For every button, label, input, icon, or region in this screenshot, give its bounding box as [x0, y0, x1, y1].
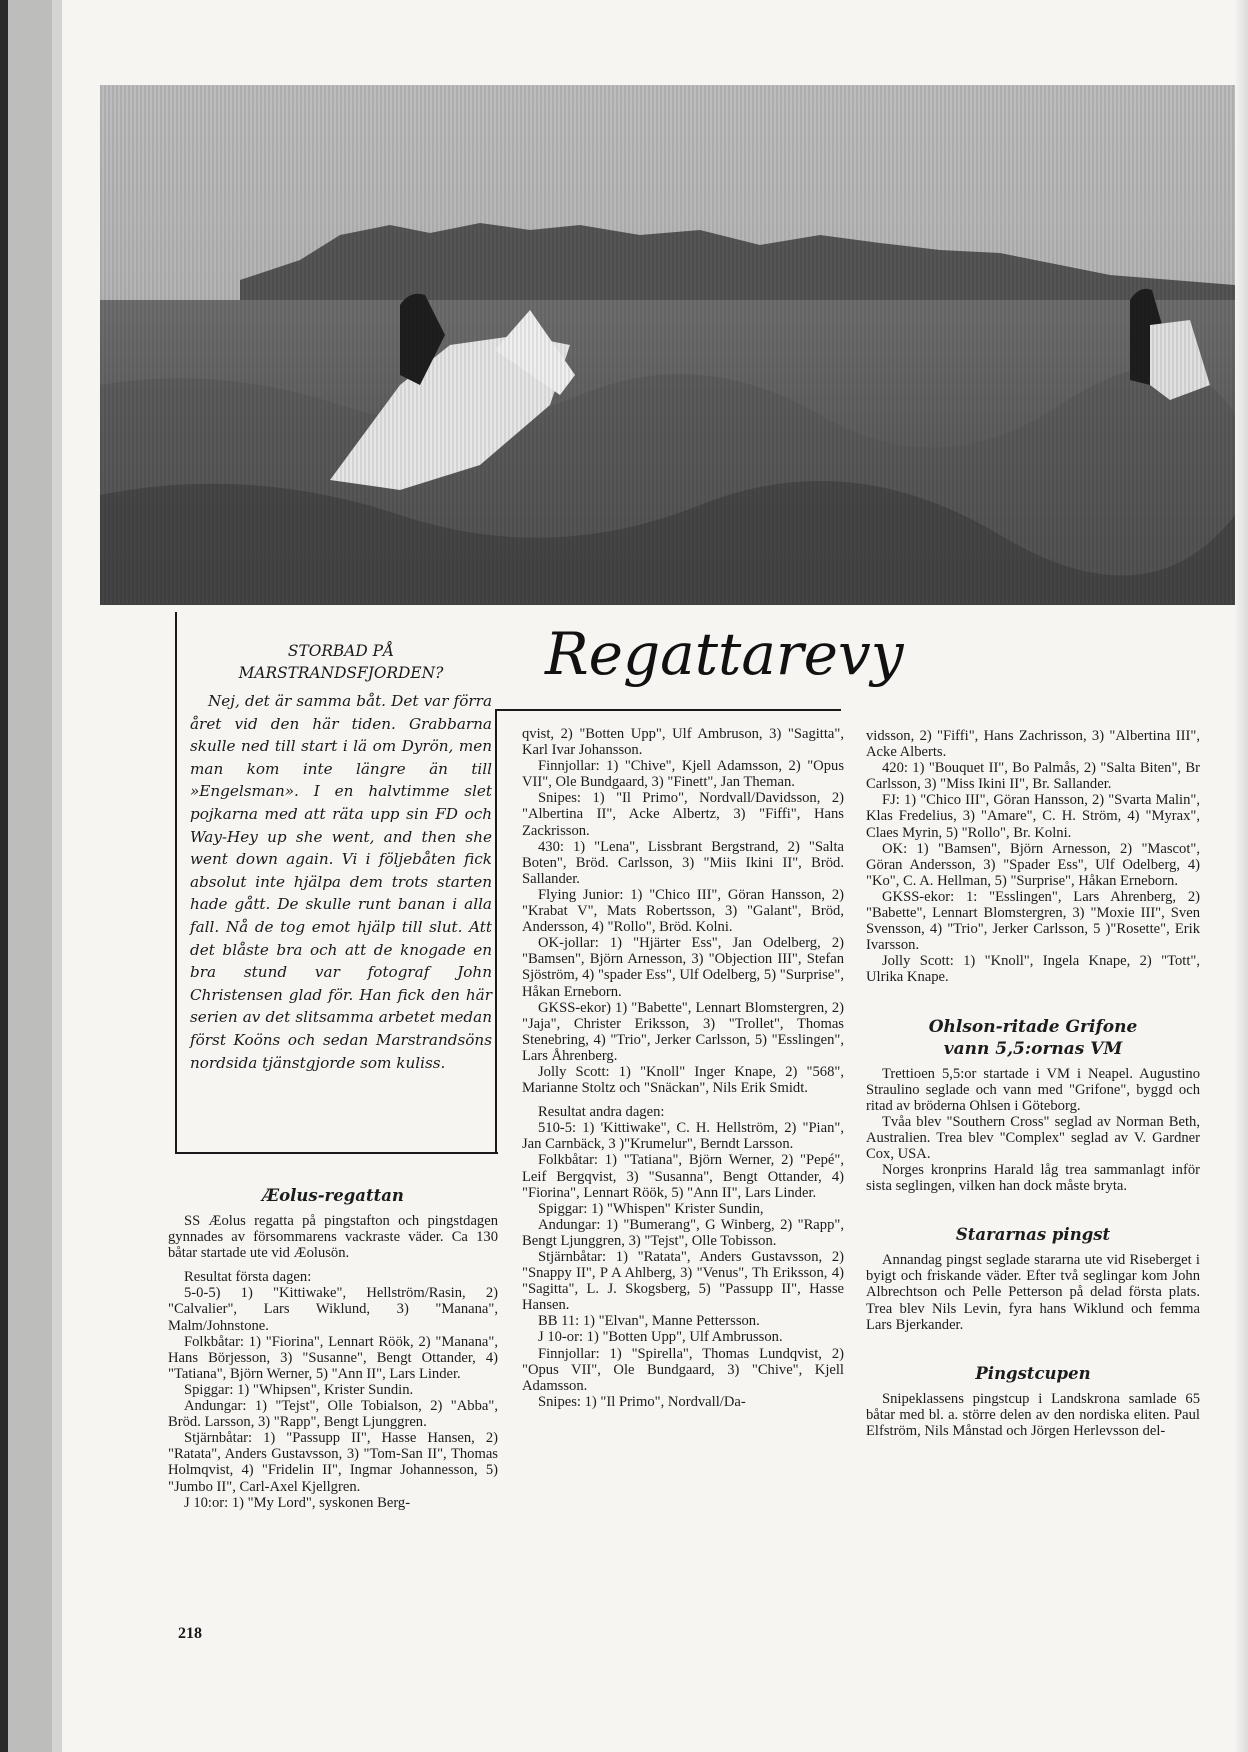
paragraph: Norges kronprins Harald låg trea sammanlagt inför sista seglingen, vilken han dock måste bryta. — [866, 1162, 1200, 1195]
caption-body: Nej, det är samma båt. Det var förra året vid den här tiden. Grabbarna skulle ned till start i lä om Dyrön, men man kom inte längre än till »Engelsman». I en halvtimme slet pojkarna med att räta upp sin FD och Way-Hey up she went, and then she went down again. Vi i följebåten fick absolut inte hjälpa dem trots starten hade gått. De skulle runt banan i alla fall. Nå de tog emot hjälp till slut. Att det blåste bra och att de knogade en bra stund var fotograf John Christensen glad för. Han fick den här serien av det slitsamma arbetet medan först Koöns och sedan Marstrandsöns nordsida tjänstgjorde som kuliss. — [190, 692, 492, 1072]
page-number: 218 — [178, 1625, 202, 1642]
results-paragraph: J 10-or: 1) "Botten Upp", Ulf Ambrusson. — [538, 1329, 783, 1346]
title-rule — [495, 709, 841, 711]
results-paragraph: Jolly Scott: 1) "Knoll" Inger Knape, 2) "568", Marianne Stoltz och "Snäckan", Nils Erik Smidt. — [522, 1063, 844, 1097]
section-heading: Æolus-regattan — [262, 1186, 404, 1205]
paragraph: Annandag pingst seglade stararna ute vid Riseberget i byigt och friskande väder. Efter två seglingar kom John Albrechtson och Pelle Petterson på delad första plats. Trea blev Nils Levin, fyra hans Wiklund och femma Lars Bjerkander. — [866, 1252, 1200, 1333]
results-paragraph: Folkbåtar: 1) "Tatiana", Björn Werner, 2) "Pepé", Leif Bergqvist, 3) "Susanna", Bengt Ottander, 4) "Fiorina", Lennart Röök, 5) "Ann II", Lars Linder. — [522, 1152, 844, 1201]
results-paragraph: Jolly Scott: 1) "Knoll", Ingela Knape, 2) "Tott", Ulrika Knape. — [866, 953, 1200, 986]
results-paragraph: FJ: 1) "Chico III", Göran Hansson, 2) "Svarta Malin", Klas Fredelius, 3) "Amare", C. H. Ström, 4) "Myrax", Claes Myrin, 5) "Rollo", Br. Kolni. — [866, 792, 1200, 841]
article-title: Regattarevy — [545, 620, 904, 688]
results-paragraph: Finnjollar: 1) "Chive", Kjell Adamsson, 2) "Opus VII", Ole Bundgaard, 3) "Finett", Jan Theman. — [522, 758, 844, 791]
paragraph: Tvåa blev "Southern Cross" seglad av Norman Beth, Australien. Trea blev "Complex" seglad av V. Gardner Cox, USA. — [866, 1113, 1200, 1162]
capsized-boat-photo — [100, 85, 1235, 605]
results-paragraph: OK-jollar: 1) "Hjärter Ess", Jan Odelberg, 2) "Bamsen", Björn Arnesson, 3) "Objection III", Stefan Sjöström, 4) "spader Ess", Ulf Odelberg, 5) "Surprise", Håkan Erneborn. — [522, 935, 844, 1000]
results-paragraph: Finnjollar: 1) "Spirella", Thomas Lundqvist, 2) "Opus VII", Ole Bundgaard, 3) "Chive", Kjell Adamsson. — [522, 1345, 844, 1394]
results-paragraph: Andungar: 1) "Tejst", Olle Tobialson, 2) "Abba", Bröd. Larsson, 3) "Rapp", Bengt Ljunggren. — [168, 1398, 498, 1431]
page-edge-shadow — [1234, 0, 1248, 1752]
book-spine — [0, 0, 8, 1752]
heading-line: Ohlson-ritade Grifone — [928, 1016, 1138, 1037]
results-paragraph: Spiggar: 1) "Whispen" Krister Sundin, — [538, 1200, 764, 1217]
results-paragraph: 430: 1) "Lena", Lissbrant Bergstrand, 2) "Salta Boten", Bröd. Carlsson, 3) "Miis Ikini II", Bröd. Sallander. — [522, 838, 844, 887]
results-paragraph: qvist, 2) "Botten Upp", Ulf Ambruson, 3) "Sagitta", Karl Ivar Johansson. — [522, 726, 844, 759]
column-2 — [522, 726, 844, 1410]
section-heading — [866, 1016, 1200, 1060]
caption-box-border — [175, 612, 177, 1154]
results-paragraph: 420: 1) "Bouquet II", Bo Palmås, 2) "Salta Biten", Br Carlsson, 3) "Miss Ikini II", Br. Sallander. — [866, 760, 1200, 793]
results-paragraph: BB 11: 1) "Elvan", Manne Pettersson. — [538, 1313, 760, 1330]
caption-title — [190, 640, 492, 684]
results-label: Resultat första dagen: — [184, 1269, 312, 1286]
caption-title-line: MARSTRANDSFJORDEN? — [238, 664, 444, 682]
section-heading: Stararnas pingst — [955, 1225, 1111, 1245]
results-paragraph: 510-5: 1) 'Kittiwake", C. H. Hellström, 2) "Pian", Jan Carnbäck, 3 )"Krumelur", Berndt Larsson. — [522, 1120, 844, 1153]
caption-title-line: STORBAD PÅ — [287, 642, 395, 660]
page-margin-inner — [52, 0, 62, 1752]
results-paragraph: OK: 1) "Bamsen", Björn Arnesson, 2) "Mascot", Göran Andersson, 3) "Spader Ess", Ulf Odelberg, 4) "Ko", C. A. Hellman, 5) "Surprise", Håkan Erneborn. — [866, 840, 1200, 889]
halftone-screen — [100, 85, 1235, 605]
page-margin — [8, 0, 52, 1752]
results-paragraph: Snipes: 1) "Il Primo", Nordvall/Da- — [538, 1393, 746, 1410]
photo-illustration — [100, 85, 1235, 605]
caption-box-border — [175, 1152, 498, 1154]
results-paragraph: Folkbåtar: 1) "Fiorina", Lennart Röök, 2) "Manana", Hans Börjesson, 3) "Susanne", Bengt Ottander, 4) "Tatiana", Björn Werner, 5) "Ann II", Lars Linder. — [168, 1333, 498, 1382]
paragraph: Trettioen 5,5:or startade i VM i Neapel. Augustino Straulino seglade och vann med "Grifone", byggd och ritad av bröderna Ohlsen i Göteborg. — [866, 1065, 1200, 1114]
results-paragraph: GKSS-ekor: 1: "Esslingen", Lars Ahrenberg, 2) "Babette", Lennart Blomstergren, 3) "Moxie III", Sven Svensson, 4) "Trio", Jerker Carlsson, 5 )"Rosette", Erik Ivarsson. — [866, 888, 1200, 954]
results-label: Resultat andra dagen: — [538, 1104, 665, 1121]
paragraph: Snipeklassens pingstcup i Landskrona samlade 65 båtar med bl. a. större delen av den nordiska eliten. Paul Elfström, Nils Månstad och Jörgen Herlevsson del- — [866, 1390, 1200, 1439]
photo-caption — [190, 640, 492, 1074]
results-paragraph: GKSS-ekor) 1) "Babette", Lennart Blomstergren, 2) "Jaja", Christer Eriksson, 3) "Trollet", Thomas Stenebring, 4) "Trio", Jerker Carlsson, 5) "Esslingen", Lars Åhrenberg. — [522, 999, 844, 1064]
results-paragraph: Spiggar: 1) "Whipsen", Krister Sundin. — [184, 1381, 414, 1398]
caption-box-border — [495, 711, 497, 1154]
heading-line: vann 5,5:ornas VM — [943, 1038, 1123, 1059]
column-3 — [866, 728, 1200, 1439]
results-paragraph: Andungar: 1) "Bumerang", G Winberg, 2) "Rapp", Bengt Ljunggren, 3) "Tejst", Olle Tobisson. — [522, 1216, 844, 1249]
results-paragraph: vidsson, 2) "Fiffi", Hans Zachrisson, 3) "Albertina III", Acke Alberts. — [866, 728, 1200, 761]
results-paragraph: Stjärnbåtar: 1) "Ratata", Anders Gustavsson, 2) "Snappy II", P A Ahlberg, 3) "Venus", Th Eriksson, 4) "Sagitta", L. J. Skogsberg, 5) "Passupp II", Hasse Hansen. — [522, 1249, 844, 1314]
results-paragraph: 5-0-5) 1) "Kittiwake", Hellström/Rasin, 2) "Calvalier", Lars Wiklund, 3) "Manana", Malm/Johnstone. — [168, 1285, 498, 1334]
results-paragraph: Flying Junior: 1) "Chico III", Göran Hansson, 2) "Krabat V", Mats Robertsson, 3) "Galant", Bröd, Andersson, 4) "Rollo", Bröd. Kolni. — [522, 886, 844, 936]
column-1 — [168, 1185, 498, 1511]
paragraph: SS Æolus regatta på pingstafton och pingstdagen gynnades av försommarens vackraste väder. Ca 130 båtar startade ute vid Æolusön. — [168, 1213, 498, 1262]
results-paragraph: J 10:or: 1) "My Lord", syskonen Berg- — [184, 1494, 411, 1511]
results-paragraph: Snipes: 1) "Il Primo", Nordvall/Davidsson, 2) "Albertina II", Acke Albertz, 3) "Fiffi", Hans Zackrisson. — [522, 790, 844, 839]
section-heading: Pingstcupen — [975, 1363, 1091, 1383]
results-paragraph: Stjärnbåtar: 1) "Passupp II", Hasse Hansen, 2) "Ratata", Anders Gustavsson, 3) "Tom-San II", Thomas Holmqvist, 4) "Fridelin II", Ingmar Johannesson, 5) "Jumbo II", Carl-Axel Kjellgren. — [168, 1430, 498, 1495]
